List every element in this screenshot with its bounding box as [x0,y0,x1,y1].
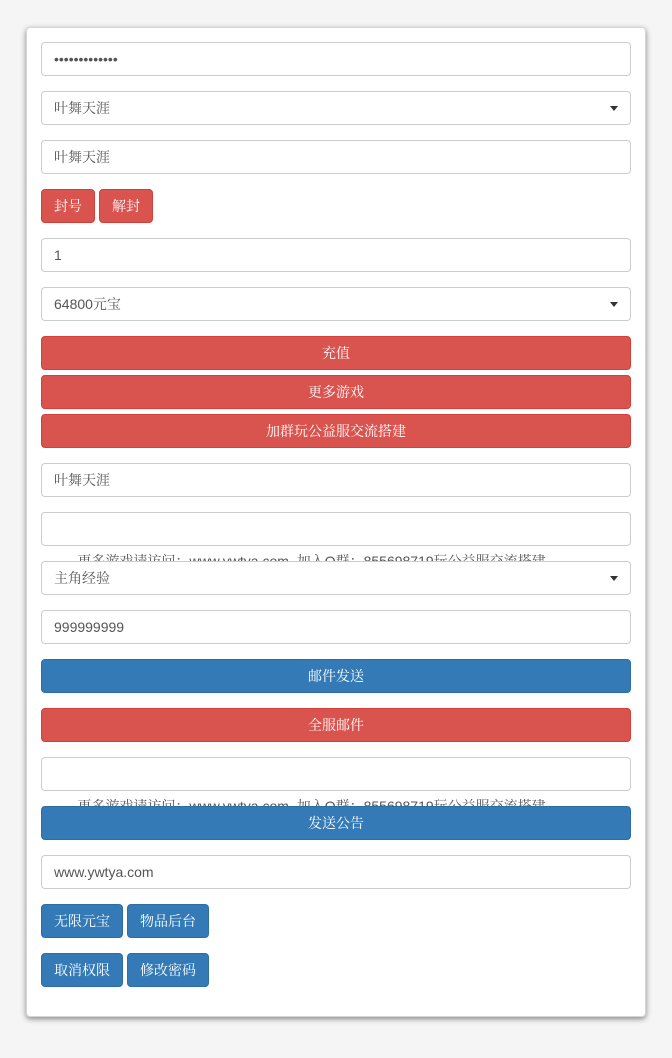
mail-recipient-input[interactable] [41,463,631,497]
mail-item-select[interactable] [41,561,631,595]
role-name-input[interactable] [41,140,631,174]
announcement-input[interactable] [41,757,631,791]
mail-recipient-value: 叶舞天涯 [54,472,110,488]
mail-item-amount-input[interactable] [41,610,631,644]
chevron-down-icon [610,106,618,111]
role-name-value: 叶舞天涯 [54,149,110,165]
unlimited-gold-button[interactable]: 无限元宝 [41,904,123,938]
chevron-down-icon [610,302,618,307]
gm-tool-panel [26,27,646,1017]
server-select[interactable] [41,91,631,125]
recharge-button[interactable]: 充值 [41,336,631,370]
send-mail-button[interactable]: 邮件发送 [41,659,631,693]
url-input[interactable] [41,855,631,889]
item-backend-button[interactable]: 物品后台 [127,904,209,938]
mail-item-value: 主角经验 [54,570,110,586]
send-announcement-button[interactable]: 发送公告 [41,806,631,840]
recharge-quantity-value: 1 [54,247,62,263]
mail-item-amount-value: 999999999 [54,619,125,635]
recharge-amount-value: 64800元宝 [54,296,121,312]
ban-button[interactable]: 封号 [41,189,95,223]
unban-button[interactable]: 解封 [99,189,153,223]
chevron-down-icon [610,576,618,581]
url-value: www.ywtya.com [54,864,154,880]
recharge-amount-select[interactable] [41,287,631,321]
server-select-value: 叶舞天涯 [54,100,110,116]
global-mail-button[interactable]: 全服邮件 [41,708,631,742]
password-value: ••••••••••••• [54,51,118,67]
mail-content-input[interactable] [41,512,631,546]
more-games-button[interactable]: 更多游戏 [41,375,631,409]
join-group-button[interactable]: 加群玩公益服交流搭建 [41,414,631,448]
change-password-button[interactable]: 修改密码 [127,953,209,987]
password-input[interactable] [41,42,631,76]
recharge-quantity-input[interactable] [41,238,631,272]
revoke-permission-button[interactable]: 取消权限 [41,953,123,987]
